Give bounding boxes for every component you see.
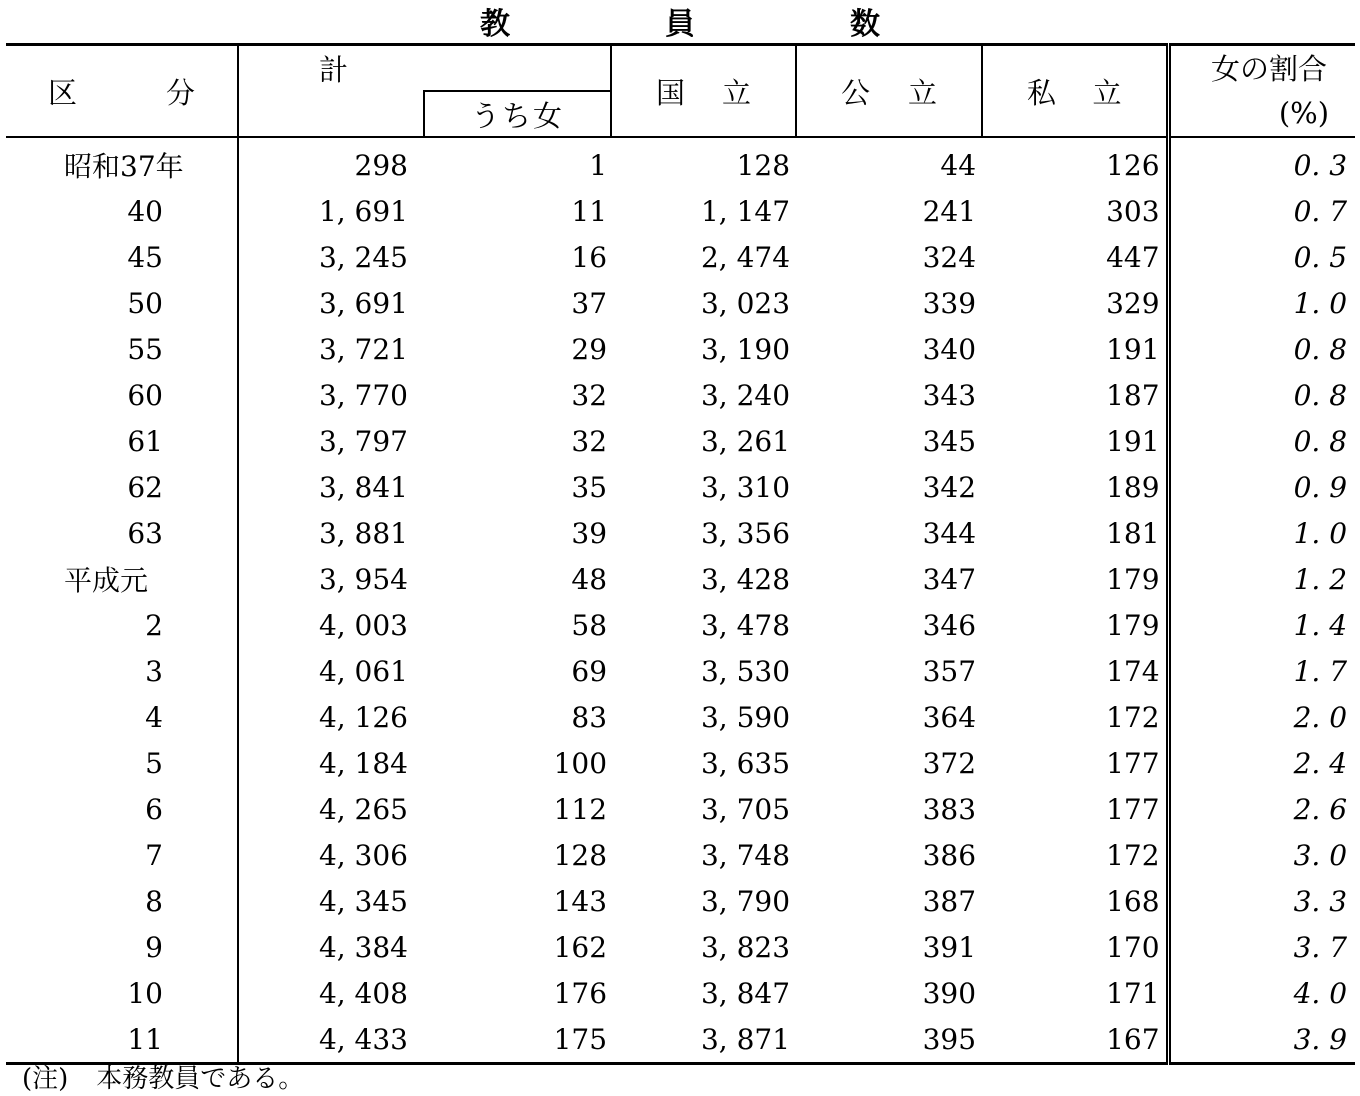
private-cell: 179 [982, 602, 1168, 648]
female-count-cell: 35 [571, 470, 608, 504]
row-label-cell: 4 [6, 694, 238, 740]
total-cell: 4, 408 [318, 976, 408, 1010]
private-cell: 174 [982, 648, 1168, 694]
title-char-2: 員 [665, 7, 695, 42]
female-count-cell: 162 [553, 930, 608, 964]
national-cell: 3, 847 [700, 976, 791, 1010]
female-ratio-cell: 3. 9 [1168, 1016, 1355, 1064]
table-row [6, 786, 1355, 832]
teachers-table-container [6, 43, 1355, 1065]
title-char-1: 教 [480, 7, 510, 42]
header-female-count [424, 91, 611, 137]
public-cell: 372 [922, 746, 977, 780]
teachers-table [6, 43, 1355, 1065]
row-label-cell: 40 [6, 188, 238, 234]
female-ratio-cell: 2. 4 [1293, 746, 1348, 780]
national-cell: 2, 474 [700, 240, 791, 274]
female-count-cell: 58 [571, 608, 608, 642]
header-private [982, 45, 1168, 138]
header-national-char-2: 立 [722, 75, 752, 110]
total-cell: 4, 061 [318, 654, 408, 688]
public-cell: 339 [922, 286, 977, 320]
table-row [6, 234, 1355, 280]
header-kubun-char-1: 区 [48, 75, 78, 110]
table-row [6, 418, 1355, 464]
female-count-cell: 39 [571, 516, 608, 550]
national-cell: 3, 240 [700, 378, 791, 412]
total-cell: 4, 184 [318, 746, 408, 780]
female-count-cell: 83 [571, 700, 608, 734]
female-ratio-cell: 1. 0 [1293, 516, 1348, 550]
public-cell: 44 [940, 148, 977, 182]
public-cell: 340 [922, 332, 977, 366]
public-cell: 391 [922, 930, 977, 964]
row-label-cell: 45 [6, 234, 238, 280]
table-row [6, 1016, 1355, 1064]
national-cell: 3, 310 [700, 470, 791, 504]
row-label-cell: 11 [6, 1016, 238, 1064]
total-cell: 3, 797 [318, 424, 408, 458]
public-cell: 324 [922, 240, 977, 274]
header-female-count-label: うち女 [471, 98, 565, 133]
private-cell: 303 [982, 188, 1168, 234]
female-count-cell: 69 [571, 654, 608, 688]
private-cell: 187 [982, 372, 1168, 418]
female-ratio-cell: 0. 9 [1293, 470, 1348, 504]
female-ratio-cell: 3. 0 [1293, 838, 1348, 872]
total-cell: 3, 770 [318, 378, 408, 412]
header-private-char-1: 私 [1027, 75, 1057, 110]
total-cell: 3, 881 [318, 516, 408, 550]
table-body [6, 137, 1355, 1064]
table-row [6, 510, 1355, 556]
national-cell: 1, 147 [700, 194, 791, 228]
table-row [6, 740, 1355, 786]
row-label-cell: 3 [6, 648, 238, 694]
row-label-cell: 50 [6, 280, 238, 326]
national-cell: 3, 261 [700, 424, 791, 458]
national-cell: 3, 871 [611, 1016, 796, 1064]
table-row [6, 694, 1355, 740]
national-cell: 128 [736, 148, 791, 182]
female-ratio-cell: 0. 8 [1293, 332, 1348, 366]
public-cell: 241 [922, 194, 977, 228]
female-ratio-cell: 0. 3 [1293, 148, 1348, 182]
footnote [22, 1058, 304, 1095]
national-cell: 3, 190 [700, 332, 791, 366]
total-cell: 4, 126 [318, 700, 408, 734]
header-national [611, 45, 796, 138]
female-count-cell: 143 [553, 884, 608, 918]
table-row [6, 464, 1355, 510]
total-cell: 3, 245 [318, 240, 408, 274]
private-cell: 168 [982, 878, 1168, 924]
header-total-spacer [238, 91, 424, 137]
private-cell: 172 [982, 832, 1168, 878]
footnote-mark: (注) [22, 1064, 69, 1094]
row-label-cell: 61 [6, 418, 238, 464]
female-ratio-cell: 0. 8 [1293, 378, 1348, 412]
row-label-cell: 8 [6, 878, 238, 924]
table-row [6, 556, 1355, 602]
female-count-cell: 100 [553, 746, 608, 780]
row-label-cell: 62 [6, 464, 238, 510]
private-cell: 172 [982, 694, 1168, 740]
public-cell: 357 [922, 654, 977, 688]
private-cell: 189 [982, 464, 1168, 510]
private-cell: 126 [982, 137, 1168, 188]
national-cell: 3, 428 [700, 562, 791, 596]
female-count-cell: 128 [553, 838, 608, 872]
private-cell: 167 [982, 1016, 1168, 1064]
total-cell: 4, 384 [318, 930, 408, 964]
female-count-cell: 1 [589, 148, 608, 182]
national-cell: 3, 590 [700, 700, 791, 734]
private-cell: 171 [982, 970, 1168, 1016]
female-ratio-cell: 1. 7 [1293, 654, 1348, 688]
header-public-char-2: 立 [908, 75, 938, 110]
header-female-ratio-line1: 女の割合 [1211, 52, 1328, 86]
header-kubun-char-2: 分 [165, 75, 195, 110]
table-row [6, 924, 1355, 970]
female-count-cell: 16 [571, 240, 608, 274]
public-cell: 344 [922, 516, 977, 550]
public-cell: 386 [922, 838, 977, 872]
public-cell: 383 [922, 792, 977, 826]
public-cell: 342 [922, 470, 977, 504]
female-ratio-cell: 2. 0 [1293, 700, 1348, 734]
female-ratio-cell: 0. 5 [1293, 240, 1348, 274]
private-cell: 191 [982, 326, 1168, 372]
female-count-cell: 175 [424, 1016, 611, 1064]
private-cell: 170 [982, 924, 1168, 970]
row-label-cell: 5 [6, 740, 238, 786]
private-cell: 447 [982, 234, 1168, 280]
national-cell: 3, 705 [700, 792, 791, 826]
female-ratio-cell: 2. 6 [1293, 792, 1348, 826]
header-female-ratio [1168, 45, 1355, 138]
female-ratio-cell: 3. 7 [1293, 930, 1348, 964]
public-cell: 390 [922, 976, 977, 1010]
national-cell: 3, 823 [700, 930, 791, 964]
total-cell: 4, 265 [318, 792, 408, 826]
female-ratio-cell: 0. 8 [1293, 424, 1348, 458]
row-label-cell: 60 [6, 372, 238, 418]
row-label-cell: 9 [6, 924, 238, 970]
female-count-cell: 48 [571, 562, 608, 596]
table-header [6, 45, 1355, 138]
table-row [6, 878, 1355, 924]
header-public [796, 45, 982, 138]
header-kubun [6, 45, 238, 138]
table-row [6, 648, 1355, 694]
total-cell: 1, 691 [318, 194, 408, 228]
table-row [6, 970, 1355, 1016]
female-ratio-cell: 0. 7 [1293, 194, 1348, 228]
public-cell: 345 [922, 424, 977, 458]
total-cell: 3, 954 [318, 562, 408, 596]
public-cell: 395 [796, 1016, 982, 1064]
total-cell: 4, 306 [318, 838, 408, 872]
row-label-cell: 昭和37年 [6, 137, 238, 188]
total-cell: 4, 003 [318, 608, 408, 642]
header-private-char-2: 立 [1092, 75, 1122, 110]
row-label-cell: 7 [6, 832, 238, 878]
female-ratio-cell: 3. 3 [1293, 884, 1348, 918]
row-label-cell: 2 [6, 602, 238, 648]
header-national-char-1: 国 [656, 75, 686, 110]
total-cell: 298 [354, 148, 408, 182]
national-cell: 3, 023 [700, 286, 791, 320]
total-cell: 3, 691 [318, 286, 408, 320]
table-row [6, 602, 1355, 648]
public-cell: 364 [922, 700, 977, 734]
national-cell: 3, 635 [700, 746, 791, 780]
female-count-cell: 29 [571, 332, 608, 366]
row-label-cell: 10 [6, 970, 238, 1016]
female-count-cell: 37 [571, 286, 608, 320]
table-row [6, 372, 1355, 418]
table-row [6, 326, 1355, 372]
header-total [238, 45, 611, 92]
table-row [6, 137, 1355, 188]
private-cell: 177 [982, 786, 1168, 832]
header-total-label: 計 [319, 52, 349, 87]
private-cell: 191 [982, 418, 1168, 464]
public-cell: 346 [922, 608, 977, 642]
female-ratio-cell: 1. 4 [1293, 608, 1348, 642]
table-title [480, 0, 880, 42]
total-cell: 3, 721 [318, 332, 408, 366]
national-cell: 3, 748 [700, 838, 791, 872]
national-cell: 3, 530 [700, 654, 791, 688]
header-female-ratio-unit: (%) [1278, 96, 1330, 130]
female-ratio-cell: 1. 0 [1293, 286, 1348, 320]
female-count-cell: 11 [571, 194, 608, 228]
table-row [6, 188, 1355, 234]
female-ratio-cell: 4. 0 [1293, 976, 1348, 1010]
female-count-cell: 32 [571, 378, 608, 412]
table-row [6, 832, 1355, 878]
private-cell: 179 [982, 556, 1168, 602]
female-count-cell: 176 [553, 976, 608, 1010]
row-label-cell: 55 [6, 326, 238, 372]
female-count-cell: 112 [553, 792, 608, 826]
female-ratio-cell: 1. 2 [1293, 562, 1348, 596]
private-cell: 329 [982, 280, 1168, 326]
row-label-cell: 63 [6, 510, 238, 556]
female-count-cell: 32 [571, 424, 608, 458]
header-public-char-1: 公 [841, 75, 871, 110]
national-cell: 3, 790 [700, 884, 791, 918]
total-cell: 4, 433 [238, 1016, 424, 1064]
public-cell: 387 [922, 884, 977, 918]
total-cell: 4, 345 [318, 884, 408, 918]
public-cell: 347 [922, 562, 977, 596]
national-cell: 3, 356 [700, 516, 791, 550]
public-cell: 343 [922, 378, 977, 412]
private-cell: 177 [982, 740, 1168, 786]
national-cell: 3, 478 [700, 608, 791, 642]
row-label-cell: 6 [6, 786, 238, 832]
title-char-3: 数 [850, 7, 880, 42]
total-cell: 3, 841 [318, 470, 408, 504]
private-cell: 181 [982, 510, 1168, 556]
footnote-text: 本務教員である。 [96, 1064, 305, 1094]
row-label-cell: 平成元 [6, 556, 238, 602]
table-row [6, 280, 1355, 326]
